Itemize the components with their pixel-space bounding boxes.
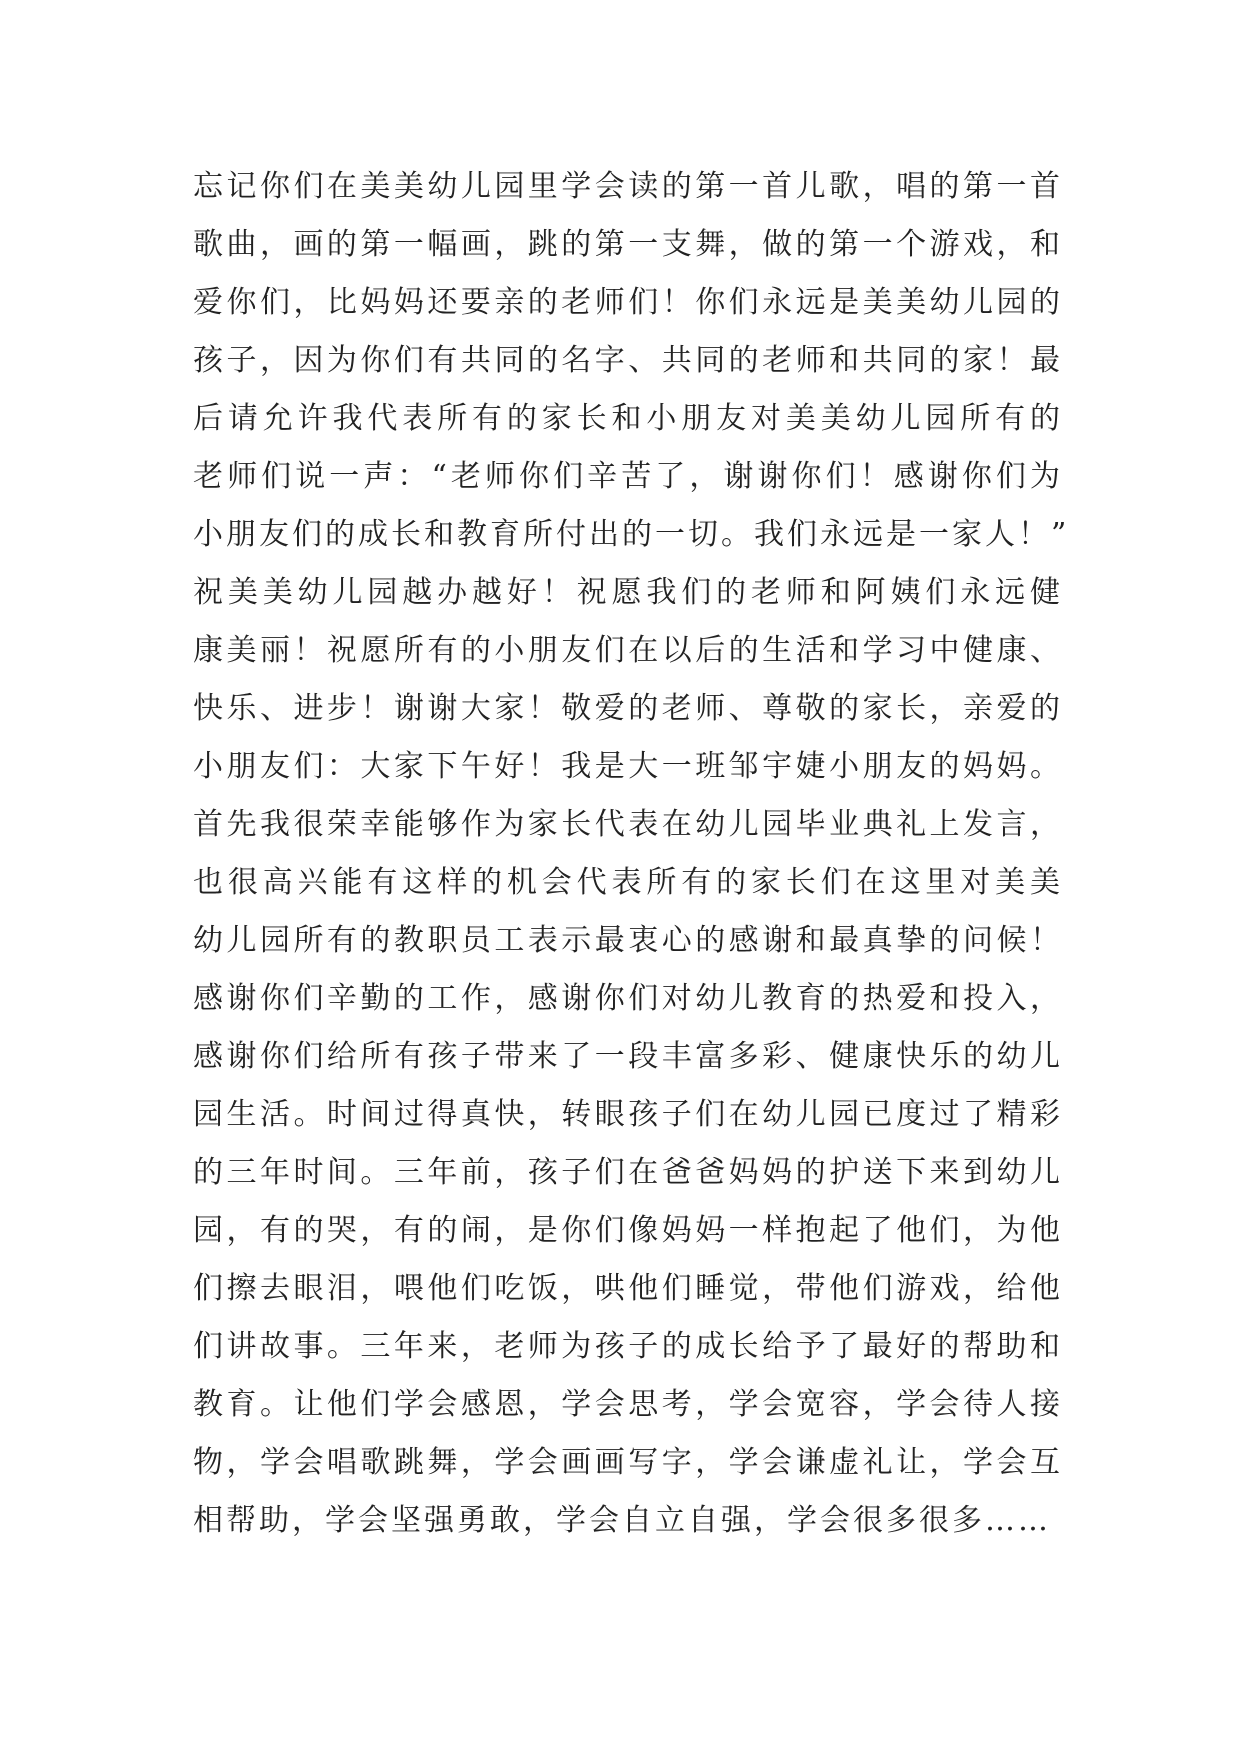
text-line: 爱你们，比妈妈还要亲的老师们！你们永远是美美幼儿园的	[193, 285, 1063, 320]
text-line: 后请允许我代表所有的家长和小朋友对美美幼儿园所有的	[193, 401, 1063, 436]
text-line: 也很高兴能有这样的机会代表所有的家长们在这里对美美	[193, 865, 1063, 900]
text-line: 老师们说一声：“老师你们辛苦了，谢谢你们！感谢你们为	[193, 459, 1063, 494]
text-line: 教育。让他们学会感恩，学会思考，学会宽容，学会待人接	[193, 1387, 1063, 1422]
text-line: 们擦去眼泪，喂他们吃饭，哄他们睡觉，带他们游戏，给他	[193, 1271, 1063, 1306]
text-line: 首先我很荣幸能够作为家长代表在幼儿园毕业典礼上发言，	[193, 807, 1063, 842]
text-line: 幼儿园所有的教职员工表示最衷心的感谢和最真挚的问候！	[193, 923, 1063, 958]
text-line: 祝美美幼儿园越办越好！祝愿我们的老师和阿姨们永远健	[193, 575, 1063, 610]
text-line: 感谢你们给所有孩子带来了一段丰富多彩、健康快乐的幼儿	[193, 1039, 1063, 1074]
text-line: 相帮助，学会坚强勇敢，学会自立自强，学会很多很多……	[193, 1503, 1051, 1538]
text-line: 歌曲，画的第一幅画，跳的第一支舞，做的第一个游戏，和	[193, 227, 1063, 262]
text-line: 物，学会唱歌跳舞，学会画画写字，学会谦虚礼让，学会互	[193, 1445, 1063, 1480]
text-line: 忘记你们在美美幼儿园里学会读的第一首儿歌，唱的第一首	[193, 169, 1063, 204]
text-line: 的三年时间。三年前，孩子们在爸爸妈妈的护送下来到幼儿	[193, 1155, 1063, 1190]
text-line: 孩子，因为你们有共同的名字、共同的老师和共同的家！最	[193, 343, 1063, 378]
text-line: 们讲故事。三年来，老师为孩子的成长给予了最好的帮助和	[193, 1329, 1063, 1364]
text-line: 康美丽！祝愿所有的小朋友们在以后的生活和学习中健康、	[193, 633, 1063, 668]
text-line: 园生活。时间过得真快，转眼孩子们在幼儿园已度过了精彩	[193, 1097, 1063, 1132]
text-line: 感谢你们辛勤的工作，感谢你们对幼儿教育的热爱和投入，	[193, 981, 1063, 1016]
text-line: 园，有的哭，有的闹，是你们像妈妈一样抱起了他们，为他	[193, 1213, 1063, 1248]
text-line: 小朋友们的成长和教育所付出的一切。我们永远是一家人！”	[193, 517, 1070, 552]
text-line: 快乐、进步！谢谢大家！敬爱的老师、尊敬的家长，亲爱的	[193, 691, 1063, 726]
body-text	[193, 158, 1070, 1550]
text-line: 小朋友们：大家下午好！我是大一班邹宇婕小朋友的妈妈。	[193, 749, 1063, 784]
